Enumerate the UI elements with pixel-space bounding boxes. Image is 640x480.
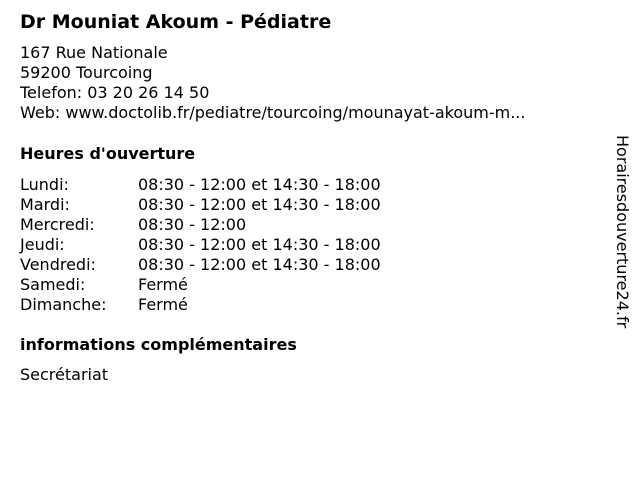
day-label: Jeudi:: [20, 235, 65, 254]
day-label: Dimanche:: [20, 295, 107, 314]
additional-info-heading: informations complémentaires: [20, 335, 297, 354]
day-hours: Fermé: [138, 295, 188, 314]
day-hours: 08:30 - 12:00 et 14:30 - 18:00: [138, 255, 381, 274]
hours-row: [20, 275, 600, 295]
day-label: Mardi:: [20, 195, 70, 214]
opening-hours-table: [20, 175, 600, 315]
hours-row: [20, 215, 600, 235]
day-label: Samedi:: [20, 275, 86, 294]
day-label: Lundi:: [20, 175, 69, 194]
additional-info-text: Secrétariat: [20, 365, 109, 384]
opening-hours-heading: Heures d'ouverture: [20, 144, 196, 163]
website-link[interactable]: Web: www.doctolib.fr/pediatre/tourcoing/mounayat-akoum-m...: [20, 103, 526, 122]
practitioner-card: [20, 9, 600, 385]
hours-row: [20, 235, 600, 255]
day-label: Vendredi:: [20, 255, 96, 274]
page-title: Dr Mouniat Akoum - Pédiatre: [20, 11, 332, 33]
address-city: 59200 Tourcoing: [20, 63, 153, 82]
hours-row: [20, 195, 600, 215]
day-hours: 08:30 - 12:00 et 14:30 - 18:00: [138, 175, 381, 194]
site-brand: Horairesdouverture24.fr: [613, 135, 632, 329]
phone-number: Telefon: 03 20 26 14 50: [20, 83, 210, 102]
day-hours: 08:30 - 12:00 et 14:30 - 18:00: [138, 235, 381, 254]
hours-row: [20, 175, 600, 195]
hours-row: [20, 255, 600, 275]
hours-row: [20, 295, 600, 315]
day-hours: 08:30 - 12:00: [138, 215, 247, 234]
day-hours: Fermé: [138, 275, 188, 294]
day-hours: 08:30 - 12:00 et 14:30 - 18:00: [138, 195, 381, 214]
address-street: 167 Rue Nationale: [20, 43, 168, 62]
day-label: Mercredi:: [20, 215, 95, 234]
